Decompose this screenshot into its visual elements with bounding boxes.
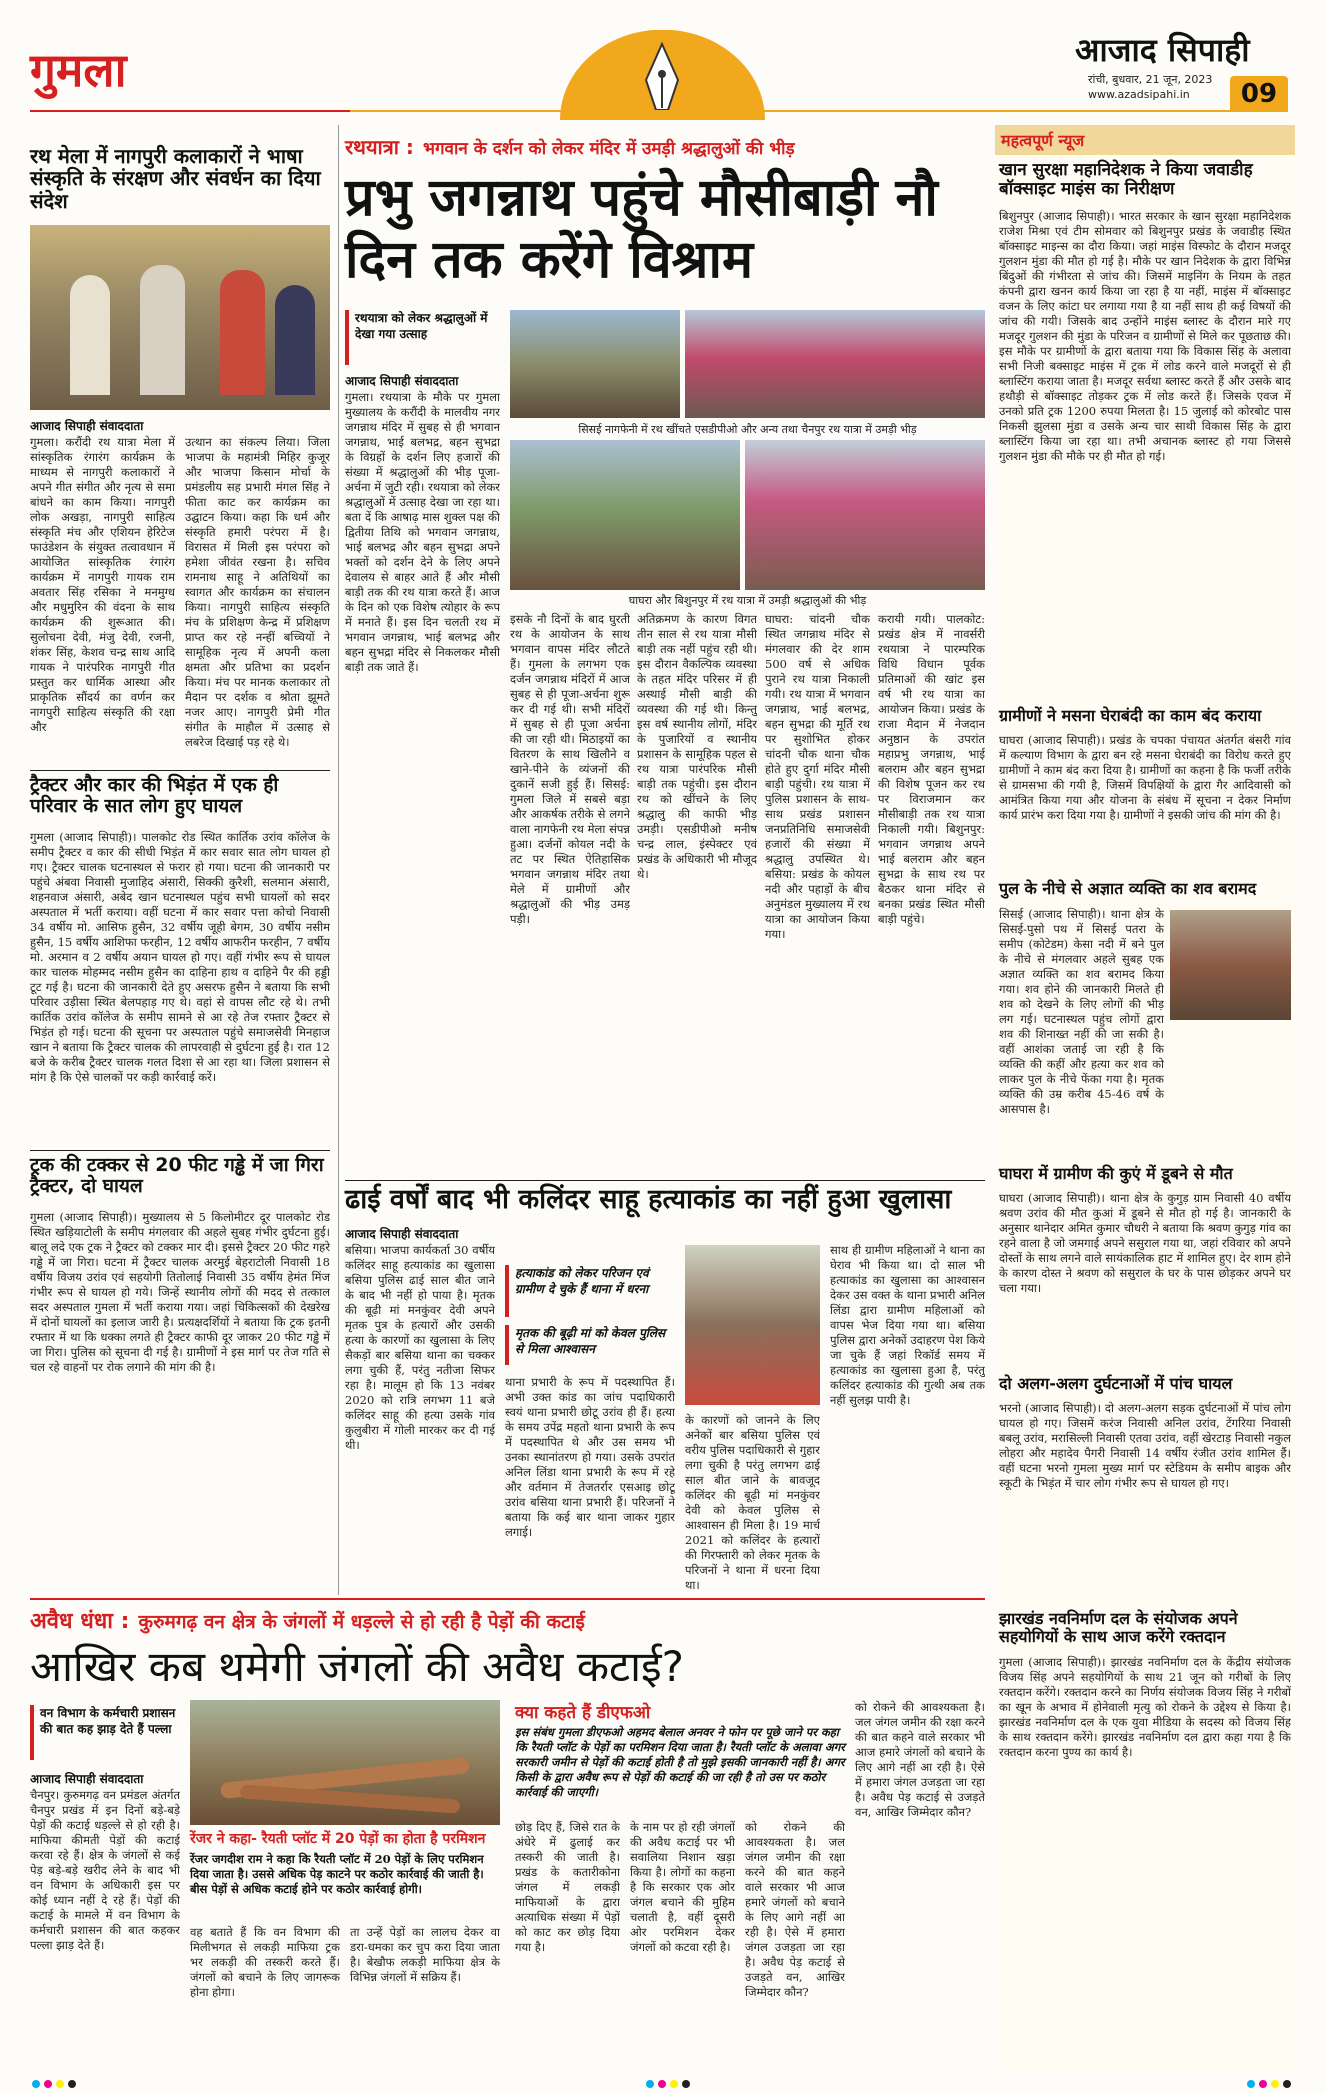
article-body: गुमला (आजाद सिपाही)। मुख्यालय से 5 किलोमीटर दूर पालकोट रोड स्थित खड़ियाटोली के समीप मंगलवार की अहले सुबह गंभीर दुर्घटना हुई। बालू लदे एक ट्रक ने ट्रैक्टर को टक्कर मार दी। इससे ट्रैक्टर 20 फीट गहरे गड्ढे में जा गिरा। घटना में ट्रैक्टर चालक अरमुई बेहराटोली निवासी 18 वर्षीय विजय उरांव एवं सहयोगी तितोलाई निवासी 35 वर्षीय हेमंत मिंज गंभीर रूप से घायल हो गये। जिन्हें स्थानीय लोगों की मदद से तत्काल सदर अस्पताल गुमला में भर्ती कराया गया। जहां चिकित्सकों की देखरेख में दोनों घायलों का इलाज जारी है। प्रत्यक्षदर्शियों ने बताया कि ट्रक इतनी रफ्तार में था कि धक्का लगते ही ट्रैक्टर काफी दूर जाकर 20 फीट गड्ढे में जा गिरा। पुलिस को सूचना दी गई है। ग्रामीणों ने इस मार्ग पर तेज गति से चल रहे वाहनों पर रोक लगाने की मांग की है। [30,1210,330,1374]
rath-body-col5: करायी गयी। पालकोट: प्रखंड क्षेत्र में नावर्सरी रथयात्रा ने पारम्परिक विधि विधान पूर्वक प्रतिमाओं की खांट इस वर्ष भी रथ यात्रा का आयोजन किया। प्रखंड के राजा मैदान में नेजदान अनुष्ठान के उपरांत महाप्रभु जगन्नाथ, भाई बलराम और बहन सुभद्रा की विशेष पूजन कर रथ पर विराजमान कर मौसीबाड़ी तक रथ यात्रा निकाली गयी। बिशुनपुर: भगवान जगन्नाथ अपने भाई बलराम और बहन सुभद्रा के साथ रथ पर बैठकर थाना मंदिर से बनका प्रखंड स्थित मौसी बाड़ी पहुंचे। [878,612,985,926]
photo-kalakar-award [30,225,330,410]
rath-body-col2: इसके नौ दिनों के बाद घुरती रथ के आयोजन के साथ भगवान वापस मंदिर लौटते हैं। गुमला के लगभग एक दर्जन जगन्नाथ मंदिरों में आज सुबह से ही पूजा-अर्चना शुरू कर दी गई थी। सभी मंदिरों में सुबह से ही पूजा अर्चना की जा रही थी। मिठाइयों का वितरण के साथ खिलौने व खाने-पीने के व्यंजनों की दुकानें सजी हुई हैं। सिसई: गुमला जिले में सबसे बड़ा और आकर्षक तरीके से लगने वाला नागफेनी रथ मेला संपन्न हुआ। दर्जनों कोयल नदी के तट पर स्थित ऐतिहासिक भगवान जगन्नाथ मंदिर तथा मेले में ग्रामीणों और श्रद्धालुओं की भीड़ उमड़ पड़ी। [510,612,630,926]
pen-nib-logo [555,30,770,120]
article-truck-tractor [30,1155,330,1485]
sidebox: रथयात्रा को लेकर श्रद्धालुओं में देखा गया उत्साह [355,311,488,341]
forest-body-col3: ता उन्हें पेड़ों का लालच देकर वा डरा-धमका कर चुप करा दिया जाता है। बेखौफ लकड़ी माफिया क्षेत्र के विभिन्न जंगलों में सक्रिय हैं। [350,1925,500,1984]
article-headline: रथ मेला में नागपुरी कलाकारों ने भाषा संस्कृति के संरक्षण और संवर्धन का दिया संदेश [30,144,321,213]
box-headline: रेंजर ने कहा- रैयती प्लॉट में 20 पेड़ों का होता है परमिशन [190,1831,486,1847]
dfo-body-col3: को रोकने की आवश्यकता है। जल जंगल जमीन की रक्षा करने की बात कहने वाले सरकार भी आज हमारे जंगलों को बचाने के लिए आगे नहीं आ रही है। ऐसे में हमारा जंगल उजड़ता जा रहा है। अवैध पेड़ कटाई से उजड़ते वन, आखिर जिम्मेदार कौन? [745,1820,845,1999]
s1-headline: खान सुरक्षा महानिदेशक ने किया जवाडीह बॉक्साइट माइंस का निरीक्षण [999,160,1253,200]
photo-ghaghra-rath [510,440,740,590]
forest-body-col2: वह बताते हैं कि वन विभाग की मिलीभगत से लकड़ी माफिया ट्रक भर लकड़ी की तस्करी करते हैं। जंगलों को बचाने के लिए जागरूक होना होगा। [190,1925,340,1999]
page-number: 09 [1230,76,1288,112]
rath-body-col4: घाघरा: चांदनी चौक स्थित जगन्नाथ मंदिर से मंगलवार की देर शाम 500 वर्ष से अधिक पुराने रथ यात्रा निकाली गयी। रथ यात्रा में भगवान जगन्नाथ, भाई बलभद्र, बहन सुभद्रा की मूर्ति रथ पर सुशोभित होकर चांदनी चौक थाना चौक होते हुए दुर्गा मंदिर मौसी बाड़ी पहुंची। रथ यात्रा में पुलिस प्रशासन के साथ-साथ प्रखंड प्रशासन जनप्रतिनिधि समाजसेवी हजारों की संख्या में श्रद्धालु उपस्थित थे। बसिया: प्रखंड के कोयल नदी और पहाड़ों के बीच अनुमंडल मुख्यालय में रथ यात्रा का आयोजन किया गया। [765,612,870,941]
s4-body: घाघरा (आजाद सिपाही)। थाना क्षेत्र के कुगुड़ ग्राम निवासी 40 वर्षीय श्रवण उरांव की मौत कुआं में डूबने से मौत हो गई है। जानकारी के अनुसार थानेदार अमित कुमार चौधरी ने बताया कि श्रवण कुगुड़ गांव का रहने वाला है जो जमगाई अपने ससुराल गया था, जहां रविवार को अपने दोस्तों के साथ लगने वाले सायंकालिक हाट में शामिल हुए। देर शाम होने के कारण दोस्त ने श्रवण को ससुराल के घर के पास छोड़कर अपने घर चला गया। [999,1191,1291,1295]
box-body: रेंजर जगदीश राम ने कहा कि रैयती प्लॉट में 20 पेड़ों के लिए परमिशन दिया जाता है। उससे अधिक पेड़ काटने पर कठोर कार्रवाई की जाती है। बीस पेड़ों से अधिक कटाई होने पर कठोर कार्रवाई होगी। [190,1852,484,1896]
byline: आजाद सिपाही संवाददाता [30,1772,144,1786]
sahu-body-col3: के कारणों को जानने के लिए अनेकों बार बसिया पुलिस एवं वरीय पुलिस पदाधिकारी से गुहार लगा चुकी है परंतु लगभग ढाई साल बीत जाने के बावजूद कलिंदर की बूढ़ी मां मनकुंवर देवी को केवल पुलिस से आश्वासन ही मिला है। 19 मार्च 2021 को कलिंदर के हत्यारों की गिरफ्तारी को लेकर मृतक के परिजनों ने थाना में धरना दिया था। [685,1413,820,1591]
forest-body-col1: चैनपुर। कुरुमगढ़ वन प्रमंडल अंतर्गत चैनपुर प्रखंड में इन दिनों बड़े-बड़े पेड़ों की कटाई धड़ल्ले से हो रही है। माफिया कीमती पेड़ों की कटाई करवा रहे हैं। क्षेत्र के जंगलों से कई पेड़ बड़े-बड़े खरीद लेने के बाद भी वन विभाग के अधिकारी इस पर कोई ध्यान नहीं दे रहे हैं। पेड़ों की कटाई के मामले में वन विभाग के कर्मचारी प्रशासन की बात कहकर पल्ला झाड़ देते हैं। [30,1788,180,1952]
dfo-body-col2: के नाम पर हो रही जंगलों की अवैध कटाई पर भी सवालिया निशान खड़ा किया है। लोगों का कहना है कि सरकार एक ओर जंगल बचाने की मुहिम चलाती है, वहीं दूसरी ओर परमिशन देकर जंगलों को कटवा रही है। [630,1820,735,1954]
quote-box-1: हत्याकांड को लेकर परिजन एवं ग्रामीण दे चुके हैं थाना में धरना [515,1266,649,1296]
byline: आजाद सिपाही संवाददाता [345,1227,459,1241]
quote-box-2: मृतक की बूढ़ी मां को केवल पुलिस से मिला आश्वासन [515,1326,666,1356]
dateline: रांची, बुधवार, 21 जून, 2023 [1088,73,1213,86]
paper-name: आजाद सिपाही [1075,31,1250,69]
article-forest-cutting [30,1605,985,2075]
article-kalinder-sahu [345,1185,985,1595]
photo-dead-body [1170,910,1291,1020]
photo2-caption: घाघरा और बिशुनपुर में रथ यात्रा में उमड़ी श्रद्धालुओं की भीड़ [628,594,867,607]
s6-headline: झारखंड नवनिर्माण दल के संयोजक अपने सहयोगियों के साथ आज करेंगे रक्तदान [999,1609,1238,1646]
s3-body: सिसई (आजाद सिपाही)। थाना क्षेत्र के सिसई-पुसो पथ में सिसई पतरा के समीप (कोटेडम) केसा नदी में बने पुल के नीचे से मंगलवार अहले सुबह एक अज्ञात व्यक्ति का शव बरामद किया गया। शव होने की जानकारी मिलते ही शव को देखने के लिए लोगों की भीड़ लग गई। घटनास्थल पहुंच लोगों द्वारा शव की शिनाख्त नहीं की जा सकी है। वहीं आशंका जताई जा रही है कि व्यक्ति की कहीं और हत्या कर शव को लाकर पुल के नीचे फेंका गया है। मृतक व्यक्ति की उम्र करीब 45-46 वर्ष के आसपास है। [999,907,1164,1116]
main-headline: आखिर कब थमेगी जंगलों की अवैध कटाई? [30,1642,684,1691]
sidebar-label: महत्वपूर्ण न्यूज [995,125,1295,155]
s1-body: बिशुनपुर (आजाद सिपाही)। भारत सरकार के खान सुरक्षा महानिदेशक राजेश मिश्रा एवं टीम सोमवार को बिशुनपुर प्रखंड के जवाडीह स्थित बॉक्साइट माइन्स का दौरा किया। जहां माइंस विस्फोट के दौरान मजदूर गुलशन मुंडा की मौत हो गई है। मौके पर खान निदेशक के द्वारा विभिन्न बिंदुओं की गंभीरता से जांच की। जिसमें माइनिंग के नियम के तहत कंपनी द्वारा खनन कार्य किया जा रहा है या नहीं, माइंस में बॉक्साइट वजन के लिए कांटा घर लगाया गया है या नहीं साथ ही कई विषयों की जांच की गयी। जिसके बाद उन्होंने माइंस ब्लास्ट के दौरान मारे गए मजदूर गुलशन की मुंडा के परिजन व ग्रामीणों से मिले कर पूछताछ की। इस मौके पर ग्रामीणों के द्वारा बताया गया कि विकास सिंह के अलावा सभी निजी बक्साइट माइंस में ट्रक में लोड करने वाले मजदूरों से ही ब्लास्टिंग कराया जाता है। मजदूर सर्वथा ब्लास्ट करते हैं और उसके बाद हथौड़ी से बॉक्साइट तोड़कर ट्रक में लोड करते हैं। जिसके एवज में उनको प्रति ट्रक 1200 रुपया मिलता है। 15 जुलाई को कोरबोट पास निकसी झुलसा मुंडा व उसके अन्य चार साथी विकास सिंह के द्वारा ब्लास्टिंग किया जा रहा था। तभी अचानक ब्लास्ट हो गया जिससे गुलशन मुंडा की मौके पर ही मौत हो गई। [999,209,1291,463]
article-headline: ट्रक की टक्कर से 20 फीट गड्ढे में जा गिरा ट्रैक्टर, दो घायल [30,1154,324,1198]
subhead: कुरुमगढ़ वन क्षेत्र के जंगलों में धड़ल्ले से हो रही है पेड़ों की कटाई [138,1611,585,1633]
registration-marks [30,2074,1295,2084]
rath-body-col3: अतिक्रमण के कारण विगत तीन साल से रथ यात्रा मौसी बाड़ी तक नहीं पहुंच रही थी। इस दौरान वैकल्पिक व्यवस्था के तहत मंदिर परिसर में ही अस्थाई मौसी बाड़ी की व्यवस्था की गई थी। किन्तु इस वर्ष स्थानीय लोगों, मंदिर के पुजारियों व स्थानीय प्रशासन के सामूहिक पहल से रथ यात्रा पारंपरिक मौसी बाड़ी तक पहुंची। इस दौरान रथ को खींचने के लिए श्रद्धालु की काफी भीड़ उमड़ी। एसडीपीओ मनीष चन्द्र लाल, इंस्पेक्टर एवं प्रखंड के अधिकारी भी मौजूद थे। [637,612,757,881]
main-headline: प्रभु जगन्नाथ पहुंचे मौसीबाड़ी नौ दिन तक करेंगे विश्राम [345,168,938,290]
dfo-headline: क्या कहते हैं डीएफओ [515,1703,651,1723]
sahu-body-col4: साथ ही ग्रामीण महिलाओं ने थाना का घेराव भी किया था। दो साल भी हत्याकांड का खुलासा का आश्वासन देकर उस वक्त के थाना प्रभारी अनिल लिंडा द्वारा ग्रामीण महिलाओं को वापस भेज दिया गया था। बसिया पुलिस द्वारा अनेकों उदाहरण पेश किये जा चुके हैं जहां रिकॉर्ड समय में हत्याकांड का खुलासा हुआ है, परंतु कलिंदर हत्याकांड की गुत्थी अब तक नहीं सुलझ पायी है। [830,1243,985,1407]
sidebar-important-news [995,125,1295,2075]
s5-body: भरनो (आजाद सिपाही)। दो अलग-अलग सड़क दुर्घटनाओं में पांच लोग घायल हो गए। जिसमें करंज निवासी अनिल उरांव, टेंगरिया निवासी बबलू उरांव, मरासिल्ली निवासी एतवा उरांव, वहीं खेरटाड़ निवासी नकुल लोहरा और महादेव पैगरी निवासी 14 वर्षीय रंजीत उरांव शामिल हैं। वहीं घटना भरनो गुमला मुख्य मार्ग पर स्टेडियम के समीप बाइक और स्कूटी के भिड़ंत में चार लोग गंभीर रूप से घायल हो गए। [999,1401,1291,1490]
masthead [0,0,1325,120]
dfo-body-col1: छोड़ दिए हैं, जिसे रात के अंधेरे में ढुलाई कर तस्करी की जाती है। प्रखंड के कतारीकोना जंगल में लकड़ी माफियाओं के द्वारा अत्याधिक संख्या में पेड़ों को काट कर छोड़ दिया गया है। [515,1820,620,1954]
byline: आजाद सिपाही संवाददाता [30,419,144,433]
article-body: गुमला (आजाद सिपाही)। पालकोट रोड स्थित कार्तिक उरांव कॉलेज के समीप ट्रैक्टर व कार की सीधी भिड़ंत में कार सवार सात लोग घायल हो गए। ट्रैक्टर चालक घटनास्थल से फरार हो गया। घटना की जानकारी पर पहुंचे अंबवा निवासी मुजाहिद अंसारी, सिक्की कुरैशी, सलमान अंसारी, शहनवाज अंसारी, अबेद खान घटनास्थल पहुंच सभी घायलों को सदर अस्पताल में भर्ती कराया। वहीं घटना में कार सवार पत्ता कोचो निवासी 34 वर्षीय मो. आसिफ हुसैन, 32 वर्षीय जूही बेगम, 30 वर्षीय नसीम हुसैन, 15 वर्षीय आशिफा फरहीन, 12 वर्षीय आफरीन फरहीन, 7 वर्षीय मो. अरमान व 2 वर्षीय अयान घायल हो गए। वहीं गंभीर रूप से घायल कार चालक मोहम्मद नसीम हुसैन का दाहिना हाथ व दाहिने पैर की हड्डी टूट गई है। घटना की जानकारी देते हुए असरफ हुसैन ने बताया कि सभी परिवार उड़ीसा स्थित बेलपहाड़ गए थे। वहां से वापस लौट रहे थे। तभी कार्तिक उरांव कॉलेज के समीप सामने से आ रहे तेज रफ्तार ट्रैक्टर से भिड़ंत हो गई। घटना की सूचना पर अस्पताल पहुंचे समाजसेवी मिनहाज खान ने बताया कि ट्रैक्टर चालक की लापरवाही से दुर्घटना हुई है। रात 12 बजे के करीब ट्रैक्टर चालक गलत दिशा से आ रहा था। जिला प्रशासन से मांग है कि ऐसे चालकों पर कड़ी कार्रवाई करें। [30,830,330,1084]
article-rath-yatra [345,125,985,1175]
article-rath-mela-kalakar [30,125,330,765]
s2-headline: ग्रामीणों ने मसना घेराबंदी का काम बंद कराया [999,706,1262,725]
photo-mother [685,1245,820,1405]
photo-chainpur-rath [685,310,985,418]
kicker: अवैध धंधा : [30,1609,130,1634]
s3-headline: पुल के नीचे से अज्ञात व्यक्ति का शव बरामद [999,879,1257,898]
s6-body: गुमला (आजाद सिपाही)। झारखंड नवनिर्माण दल के केंद्रीय संयोजक विजय सिंह अपने सहयोगियों के साथ 21 जून को गरीबों के लिए रक्तदान करेंगे। रक्तदान करने का निर्णय संयोजक विजय सिंह ने गरीबों का खून के अभाव में होनेवाली मृत्यु को रोकने के उद्देश्य से किया है। झारखंड नवनिर्माण दल के एक युवा मीडिया के सदस्य को विजय सिंह के साथ रक्तदान करेंगे। झारखंड नवनिर्माण दल द्वारा कहा गया है कि रक्तदान करना पुण्य का कार्य है। [999,1655,1291,1759]
website: www.azadsipahi.in [1088,88,1190,101]
article-body-col1: गुमला। करौंदी रथ यात्रा मेला में सांस्कृतिक रंगारंग कार्यक्रम के माध्यम से नागपुरी कलाकारों ने अपने गीत संगीत और नृत्य से समा बांधने का काम किया। नागपुरी लोक अखड़ा, नागपुरी साहित्य संस्कृति मंच और एशियन हेरिटेज फाउंडेशन के संयुक्त तत्वावधान में आयोजित सांस्कृतिक रंगारंग कार्यक्रम में नागपुरी गायक राम अवतार सिंह रसिका ने मनमुग्ध और मधुमुरिन की वंदना के साथ कार्यक्रम की शुरूआत की। सुलोचना देवी, मंजु देवी, रजनी, शंकर सिंह, केशव चन्द्र साथ आदि गायक ने पारंपरिक नागपुरी गीत प्रस्तुत कर धार्मिक आस्था और प्राकृतिक सौंदर्य का वर्णन कर नागपुरी साहित्य संस्कृति की रक्षा और [30,435,175,734]
kicker: रथयात्रा : [345,135,414,159]
subhead: भगवान के दर्शन को लेकर मंदिर में उमड़ी श्रद्धालुओं की भीड़ [423,139,795,159]
s2-body: घाघरा (आजाद सिपाही)। प्रखंड के चपका पंचायत अंतर्गत बंसरी गांव में कल्याण विभाग के द्वारा बन रहे मसना घेराबंदी का विरोध करते हुए ग्रामीणों ने काम बंद करा दिया है। ग्रामीणों का कहना है कि फर्जी तरीके से ग्रामसभा की गयी है, जिसमें विपक्षियों के द्वारा गैर आदिवासी को आमंत्रित किया गया और योजना के संबंध में सूचना न देकर निर्माण कार्य प्रारंभ करा दिया गया है। ग्रामीणों ने इसकी जांच की मांग की है। [999,733,1291,822]
byline: आजाद सिपाही संवाददाता [345,374,459,388]
sahu-body-col1: बसिया। भाजपा कार्यकर्ता 30 वर्षीय कलिंदर साहू हत्याकांड का खुलासा बसिया पुलिस ढाई साल बीत जाने के बाद भी नहीं हो पाया है। मृतक की बूढ़ी मां मनकुंवर देवी अपने मृतक पुत्र के हत्यारों और उसकी हत्या के कारणों का खुलासा के लिए सैकड़ों बार बसिया थाना का चक्कर लगा चुकी हैं, परंतु नतीजा सिफर रहा है। मालूम हो कि 13 नवंबर 2020 को रात्रि लगभग 11 बजे कलिंदर साहू की हत्या उसके गांव कुलुबीरा में गोली मारकर कर दी गई थी। [345,1243,495,1452]
sidebox: वन विभाग के कर्मचारी प्रशासन की बात कह झाड़ देते हैं पल्ला [40,1706,176,1736]
rath-body-col1: गुमला। रथयात्रा के मौके पर गुमला मुख्यालय के करौंदी के मालवीय नगर जगन्नाथ मंदिर में सुबह से ही भगवान जगन्नाथ, भाई बलभद्र, बहन सुभद्रा के विग्रहों के दर्शन लिए हजारों की संख्या में श्रद्धालुओं की भीड़ पूजा-अर्चना में जुटी रही। रथयात्रा को लेकर श्रद्धालुओं में उत्साह देखा जा रहा था। बता दें कि आषाढ़ मास शुक्ल पक्ष की द्वितीया तिथि को भगवान जगन्नाथ, भाई बलभद्र और बहन सुभद्रा अपने भक्तों को दर्शन देने के लिए अपने देवालय से बाहर आते हैं और मौसी बाड़ी तक की रथ यात्रा करते हैं। आज के दिन को एक विशेष त्योहार के रूप में मनाते हैं। इस दिन चलती रथ में भगवान जगन्नाथ, भाई बलभद्र और बहन सुभद्रा मंदिर से निकलकर मौसी बाड़ी तक जाते हैं। [345,390,500,674]
dfo-body-col4: को रोकने की आवश्यकता है। जल जंगल जमीन की रक्षा करने की बात कहने वाले सरकार भी आज हमारे जंगलों को बचाने के लिए आगे नहीं आ रही है। ऐसे में हमारा जंगल उजड़ता जा रहा है। अवैध पेड़ कटाई से उजड़ते वन, आखिर जिम्मेदार कौन? [855,1700,985,1819]
photo-sisai-rath [510,310,680,418]
photo-bishunpur-rath [745,440,985,590]
sahu-body-col2: थाना प्रभारी के रूप में पदस्थापित हैं। अभी उक्त कांड का जांच पदाधिकारी स्वयं थाना प्रभारी छोटू उरांव ही हैं। हत्या के समय उपेंद्र महतो थाना प्रभारी के रूप में पदस्थापित थे और उस समय भी उनका स्थानांतरण हो गया। उसके उपरांत अनिल लिंडा थाना प्रभारी के रूप में रहे और वर्तमान में तेजतर्रार एसआइ छोटू उरांव बसिया थाना प्रभारी हैं। परिजनों ने बताया कि कई बार थाना जाकर गुहार लगाई। [505,1375,675,1539]
article-headline: ढाई वर्षों बाद भी कलिंदर साहू हत्याकांड का नहीं हुआ खुलासा [345,1184,952,1215]
s4-headline: घाघरा में ग्रामीण की कुएं में डूबने से मौत [999,1164,1233,1183]
article-body-col2: उत्थान का संकल्प लिया। जिला भाजपा के महामंत्री मिहिर कुजूर और भाजपा किसान मोर्चा के प्रमंडलीय सह प्रभारी मंगल सिंह ने फीता काट कर कार्यक्रम का उद्घाटन किया। कहा कि धर्म और संस्कृति हमारी परंपरा में है। विरासत में मिली इस परंपरा को हमेशा जीवंत रखना है। सचिव रामनाथ साहू ने अतिथियों का स्वागत और कार्यक्रम का संचालन किया। नागपुरी साहित्य संस्कृति मंच के प्रशिक्षण केन्द्र में प्रशिक्षण प्राप्त कर रहे नन्हीं बच्चियों ने सामूहिक नृत्य में अपनी कला क्षमता और प्रतिभा का प्रदर्शन किया। मंच पर मानक कलाकार तो मैदान पर दर्शक व श्रोता झूमते नजर आए। नागपुरी प्रेमी गीत संगीत के माहौल में उत्साह से लबरेज दिखाई पड़ रहे थे। [185,435,330,749]
section-title: गुमला [30,43,127,97]
photo1-caption: सिसई नागफेनी में रथ खींचते एसडीपीओ और अन्य तथा चैनपुर रथ यात्रा में उमड़ी भीड़ [578,423,917,436]
dfo-lead: इस संबंध गुमला डीएफओ अहमद बेलाल अनवर ने फोन पर पूछे जाने पर कहा कि रैयती प्लॉट के पेड़ों का परमिशन दिया जाता है। रैयती प्लॉट के अलावा अगर सरकारी जमीन से पेड़ों की कटाई होती है तो मुझे इसकी जानकारी नहीं है। अगर किसी के द्वारा अवैध रूप से पेड़ों की कटाई की जा रही है तो उस पर कठोर कार्रवाई की जाएगी। [515,1725,845,1799]
article-tractor-car [30,775,330,1145]
s5-headline: दो अलग-अलग दुर्घटनाओं में पांच घायल [999,1374,1233,1393]
article-headline: ट्रैक्टर और कार की भिड़ंत में एक ही परिवार के सात लोग हुए घायल [30,774,279,818]
photo-cut-logs [190,1700,500,1825]
